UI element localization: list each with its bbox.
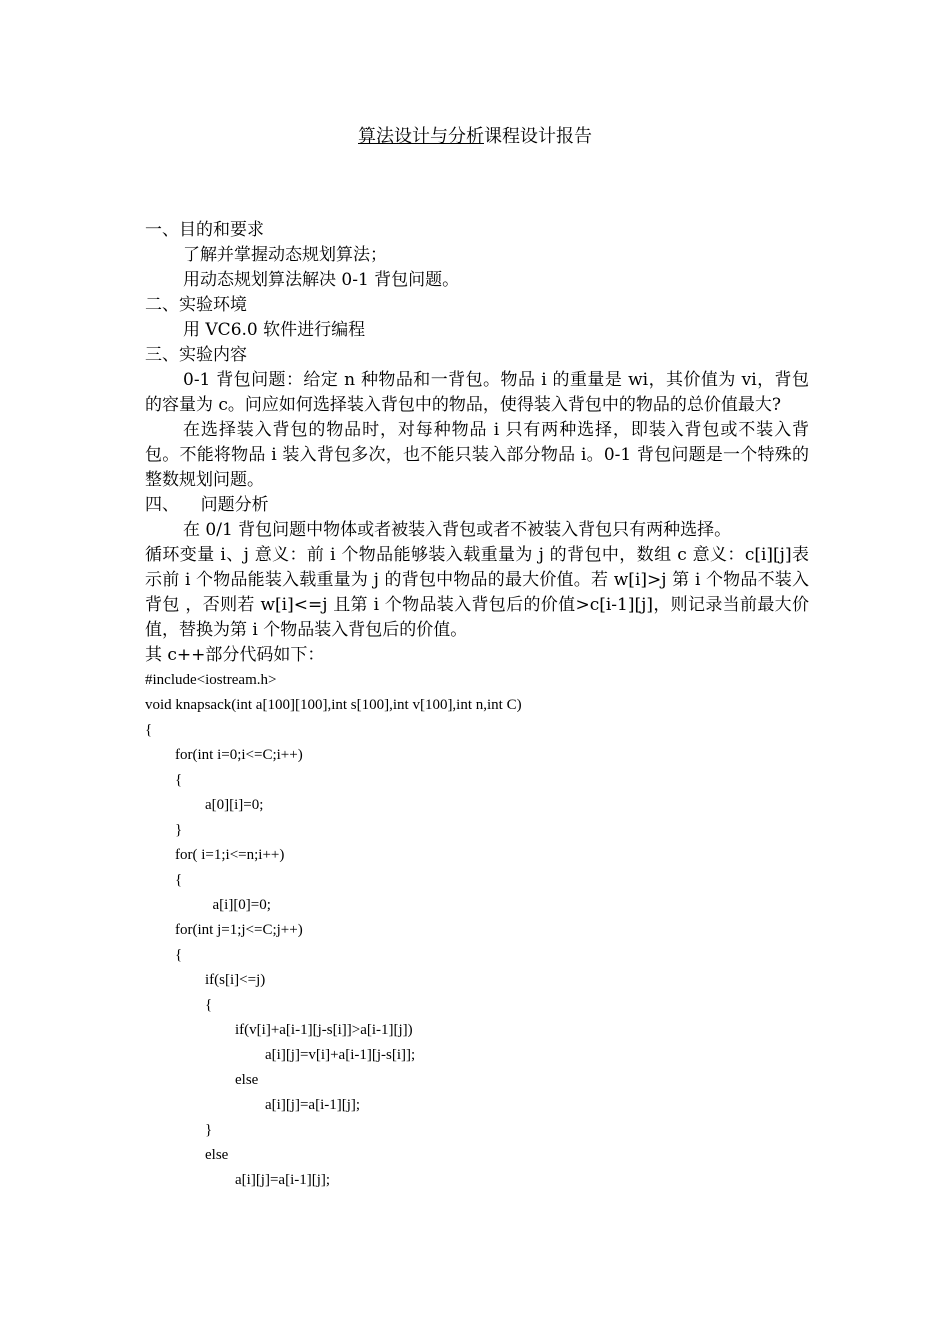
code-line: for( i=1;i<=n;i++) bbox=[145, 847, 285, 863]
code-line: { bbox=[145, 722, 153, 738]
section-1-item-2: 用动态规划算法解决 0-1 背包问题。 bbox=[183, 270, 460, 290]
code-line: a[i][j]=a[i-1][j]; bbox=[145, 1172, 331, 1188]
code-line: { bbox=[145, 997, 213, 1013]
code-line: if(s[i]<=j) bbox=[145, 972, 266, 988]
report-body bbox=[145, 218, 809, 1193]
code-line: if(v[i]+a[i-1][j-s[i]]>a[i-1][j]) bbox=[145, 1022, 413, 1038]
code-line: } bbox=[145, 1122, 213, 1138]
code-line: #include<iostream.h> bbox=[145, 672, 277, 688]
section-2-heading: 二、实验环境 bbox=[145, 295, 247, 315]
code-line: else bbox=[145, 1072, 259, 1088]
code-line: { bbox=[145, 872, 183, 888]
code-line: a[i][0]=0; bbox=[145, 897, 271, 913]
section-4-paragraph-3: 其 c++部分代码如下： bbox=[145, 645, 325, 665]
section-3-paragraph-1: 0-1 背包问题：给定 n 种物品和一背包。物品 i 的重量是 wi，其价值为 vi，背包的容量为 c。问应如何选择装入背包中的物品，使得装入背包中的物品的总价值最大? bbox=[145, 370, 809, 415]
title-suffix: 课程设计报告 bbox=[484, 126, 592, 147]
code-line: for(int i=0;i<=C;i++) bbox=[145, 747, 303, 763]
section-4-heading: 四、 问题分析 bbox=[145, 495, 269, 515]
title-course-name: 算法设计与分析 bbox=[358, 126, 484, 147]
code-block bbox=[145, 668, 809, 1193]
section-4-paragraph-1: 在 0/1 背包问题中物体或者被装入背包或者不被装入背包只有两种选择。 bbox=[183, 520, 732, 540]
section-4-paragraph-2: 循环变量 i、j 意义：前 i 个物品能够装入载重量为 j 的背包中，数组 c 意义：c[i][j]表示前 i 个物品能装入载重量为 j 的背包中物品的最大价值。若 w[i]>j 第 i 个物品不装入背包 ，否则若 w[i]<=j 且第 i 个物品装入背包后的价值>c[i-1][j]，则记录当前最大价值，替换为第 i 个物品装入背包后的价值。 bbox=[145, 545, 809, 640]
code-line: } bbox=[145, 822, 183, 838]
code-line: { bbox=[145, 772, 183, 788]
report-title bbox=[0, 125, 950, 149]
code-line: else bbox=[145, 1147, 229, 1163]
code-line: a[i][j]=a[i-1][j]; bbox=[145, 1097, 361, 1113]
section-2-item-1: 用 VC6.0 软件进行编程 bbox=[183, 320, 366, 340]
code-line: for(int j=1;j<=C;j++) bbox=[145, 922, 303, 938]
section-1-heading: 一、目的和要求 bbox=[145, 220, 264, 240]
section-3-paragraph-2: 在选择装入背包的物品时，对每种物品 i 只有两种选择，即装入背包或不装入背包。不能将物品 i 装入背包多次，也不能只装入部分物品 i。0-1 背包问题是一个特殊的整数规划问题。 bbox=[145, 420, 809, 490]
code-line: void knapsack(int a[100][100],int s[100],int v[100],int n,int C) bbox=[145, 697, 522, 713]
code-line: a[0][i]=0; bbox=[145, 797, 264, 813]
code-line: a[i][j]=v[i]+a[i-1][j-s[i]]; bbox=[145, 1047, 416, 1063]
section-3-heading: 三、实验内容 bbox=[145, 345, 247, 365]
section-1-item-1: 了解并掌握动态规划算法； bbox=[183, 245, 387, 265]
code-line: { bbox=[145, 947, 183, 963]
